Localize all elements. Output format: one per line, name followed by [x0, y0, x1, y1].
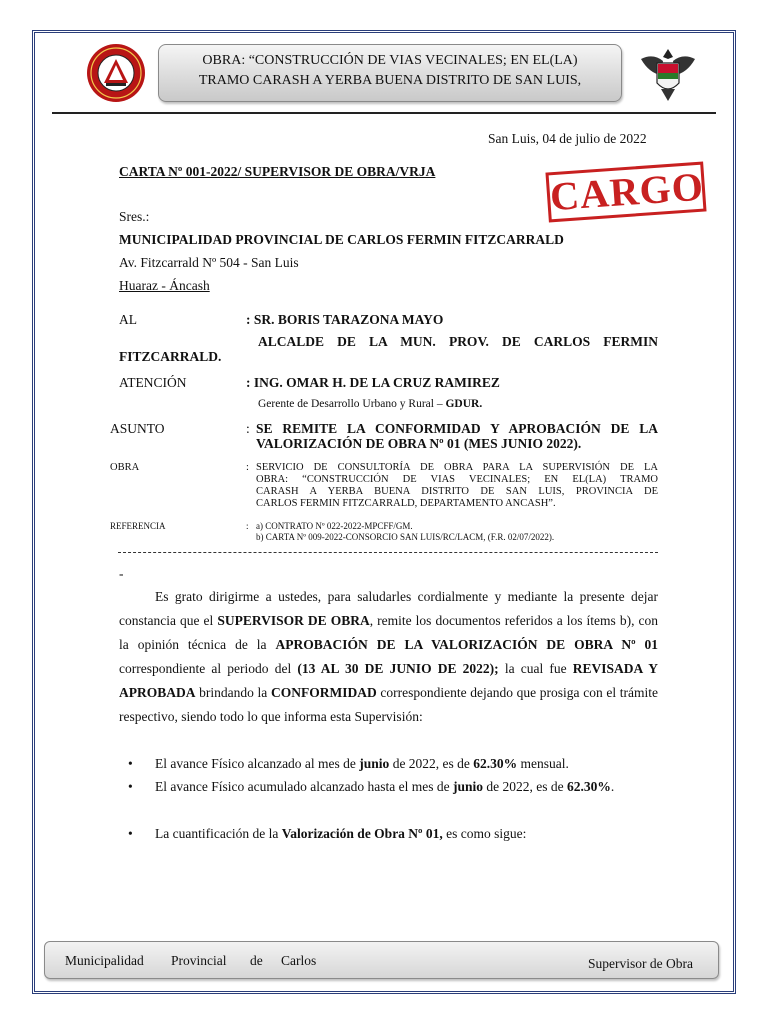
asunto-line-2: VALORIZACIÓN DE OBRA Nº 01 (MES JUNIO 2022).	[256, 436, 582, 451]
letter-title: CARTA Nº 001-2022/ SUPERVISOR DE OBRA/VRJA	[119, 164, 436, 179]
asunto-colon: :	[246, 421, 250, 436]
al-role-line-1: ALCALDE DE LA MUN. PROV. DE CARLOS FERMIN	[258, 334, 658, 349]
footer-left-1: Municipalidad	[65, 953, 144, 968]
bullet-avance-mensual: • El avance Físico alcanzado al mes de junio de 2022, es de 62.30% mensual.	[128, 756, 569, 771]
asunto-label: ASUNTO	[110, 421, 165, 436]
recipient-city: Huaraz - Áncash	[119, 278, 210, 293]
referencia-colon: :	[246, 521, 249, 531]
recipient-org: MUNICIPALIDAD PROVINCIAL DE CARLOS FERMIN FITZCARRALD	[119, 232, 564, 247]
cargo-stamp: CARGO	[545, 162, 706, 223]
obra-line-1: SERVICIO DE CONSULTORÍA DE OBRA PARA LA SUPERVISIÓN DE LA	[256, 462, 658, 473]
recipient-address: Av. Fitzcarrald Nº 504 - San Luis	[119, 255, 299, 270]
obra-line-4: CARLOS FERMIN FITZCARRALD, DEPARTAMENTO ANCASH”.	[256, 498, 556, 509]
al-name: : SR. BORIS TARAZONA MAYO	[246, 312, 444, 327]
header-line-1: OBRA: “CONSTRUCCIÓN DE VIAS VECINALES; EN EL(LA)	[202, 53, 578, 68]
obra-colon: :	[246, 462, 249, 473]
bullet-avance-acumulado: • El avance Físico acumulado alcanzado hasta el mes de junio de 2022, es de 62.30%.	[128, 779, 615, 794]
al-label: AL	[119, 312, 137, 327]
atencion-name: : ING. OMAR H. DE LA CRUZ RAMIREZ	[246, 375, 500, 390]
header-line-2: TRAMO CARASH A YERBA BUENA DISTRITO DE SAN LUIS,	[198, 73, 582, 88]
referencia-label: REFERENCIA	[110, 521, 166, 531]
greeting: Sres.:	[119, 209, 150, 224]
referencia-b: b) CARTA Nº 009-2022-CONSORCIO SAN LUIS/RC/LACM, (F.R. 02/07/2022).	[256, 532, 555, 542]
al-role-line-2: FITZCARRALD.	[119, 349, 222, 364]
footer-left-2: Provincial	[171, 953, 227, 968]
header-banner	[158, 44, 622, 102]
footer-left-4: Carlos	[281, 953, 317, 968]
obra-line-2: OBRA: “CONSTRUCCIÓN DE VIAS VECINALES; EN EL(LA) TRAMO	[256, 474, 658, 485]
separator-tail: -	[119, 566, 124, 581]
asunto-line-1: SE REMITE LA CONFORMIDAD Y APROBACIÓN DE LA	[256, 421, 658, 436]
referencia-a: a) CONTRATO Nº 022-2022-MPCFF/GM.	[256, 521, 413, 531]
separator-line	[118, 552, 658, 553]
coat-of-arms-logo	[637, 45, 699, 105]
bullet-valorizacion: • La cuantificación de la Valorización de Obra Nº 01, es como sigue:	[128, 826, 527, 841]
letter-date: San Luis, 04 de julio de 2022	[488, 131, 647, 146]
atencion-role: Gerente de Desarrollo Urbano y Rural – GDUR.	[258, 398, 483, 410]
atencion-label: ATENCIÓN	[119, 375, 187, 390]
header-rule	[52, 112, 716, 114]
obra-line-3: CARASH A YERBA BUENA DISTRITO DE SAN LUIS, PROVINCIA DE	[256, 486, 658, 497]
municipal-seal-logo	[86, 43, 146, 103]
obra-label: OBRA	[110, 462, 140, 473]
footer-right: Supervisor de Obra	[588, 956, 693, 971]
footer-left-3: de	[250, 953, 263, 968]
body-paragraph: Es grato dirigirme a ustedes, para saludarles cordialmente y mediante la presente dejar constancia que el SUPERVISOR DE OBRA, remite los documentos referidos a los ítems b), con la opinión técnica de la APROBACIÓN DE LA VALORIZACIÓN DE OBRA Nº 01 correspondiente al periodo del (13 AL 30 DE JUNIO DE 2022); la cual fue REVISADA Y APROBADA brindando la CONFORMIDAD correspondiente dejando que prosiga con el trámite respectivo, siendo todo lo que informa esta Supervisión:	[119, 589, 659, 724]
